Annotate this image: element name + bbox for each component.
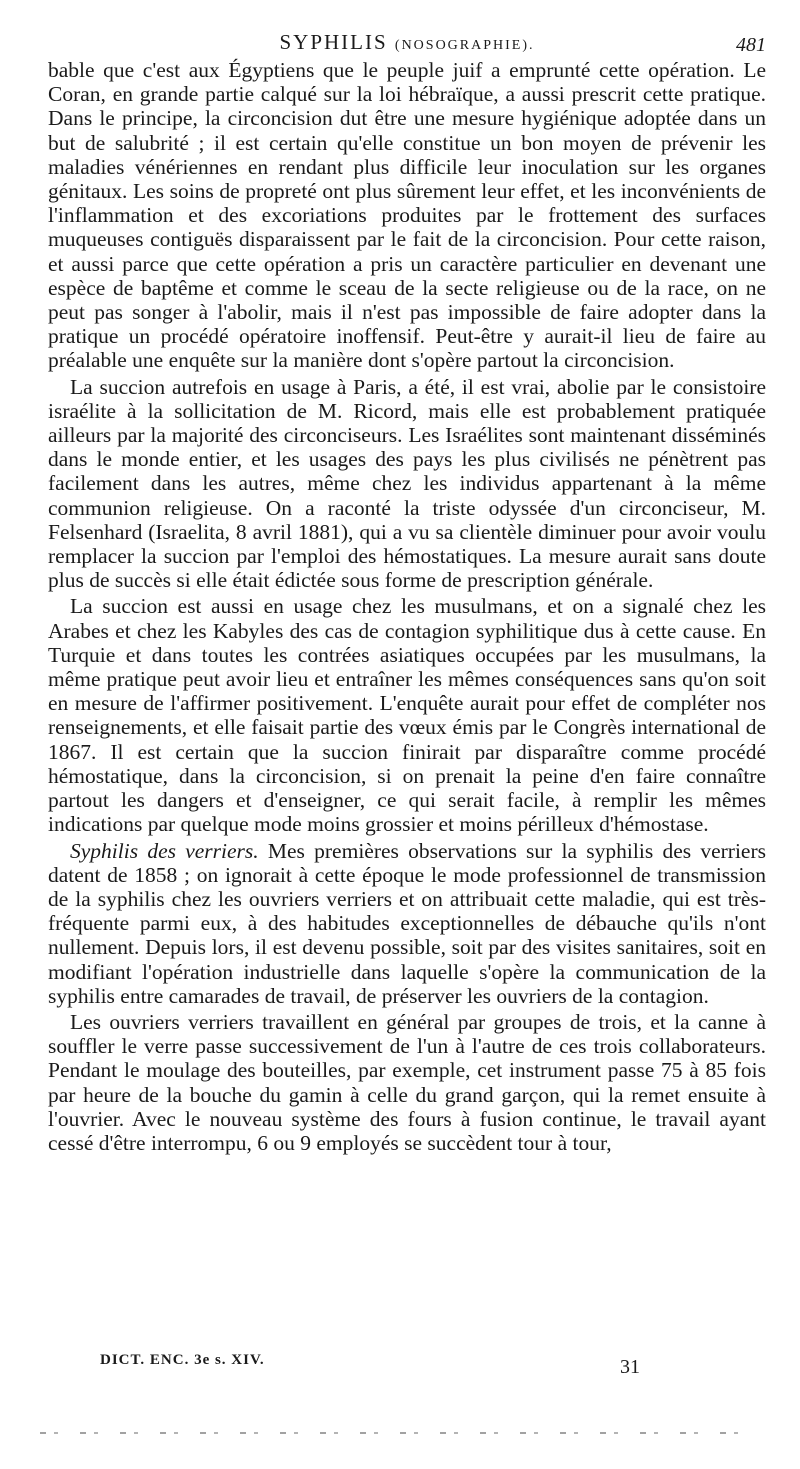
running-title-sub: (NOSOGRAPHIE). [394,38,535,53]
signature-number: 31 [620,1356,640,1378]
paragraph-text: Mes premières observations sur la syphilis des verriers datent de 1858 ; on ignorait à cette époque le mode professionnel de transmission de la syphilis chez les ouvriers verriers et on attribuait cette maladie, qui est très-fréquente parmi eux, à des habitudes exceptionnelles de débauche qu'ils n'ont nullement. Depuis lors, il est devenu possible, soit par des visites sanitaires, soit en modifiant l'opération industrielle dans laquelle s'opère la communication de la syphilis entre camarades de travail, de préserver les ouvriers de la contagion. [48,838,766,1008]
page-footer [100,1352,680,1392]
scan-artifact-line [40,1432,760,1434]
running-title-main: SYPHILIS [279,30,388,54]
running-title [48,30,766,55]
paragraph-with-heading [48,839,766,1008]
running-header [48,30,766,60]
printer-signature: DICT. ENC. 3e s. XIV. [100,1352,265,1368]
paragraph: Les ouvriers verriers travaillent en général par groupes de trois, et la canne à souffler le verre passe successivement de l'un à l'autre de ces trois collaborateurs. Pendant le moulage des bouteilles, par exemple, cet instrument passe 75 à 85 fois par heure de la bouche du gamin à celle du grand garçon, qui la remet ensuite à l'ouvrier. Avec le nouveau système des fours à fusion continue, le travail ayant cessé d'être interrompu, 6 ou 9 employés se succèdent tour à tour, [48,1009,766,1155]
body-text [48,58,766,1157]
paragraph: La succion autrefois en usage à Paris, a été, il est vrai, abolie par le consistoire israélite à la sollicitation de M. Ricord, mais elle est probablement pratiquée ailleurs par la majorité des circonciseurs. Les Israélites sont maintenant disséminés dans le monde entier, et les usages des pays les plus civilisés ne pénètrent pas facilement dans les autres, même chez les individus appartenant à la même communion religieuse. On a raconté la triste odyssée d'un circonciseur, M. Felsenhard (Israelita, 8 avril 1881), qui a vu sa clientèle diminuer pour avoir voulu remplacer la succion par l'emploi des hémostatiques. La mesure aurait sans doute plus de succès si elle était édictée sous forme de prescription générale. [48,374,766,593]
page-number: 481 [736,34,766,56]
paragraph: bable que c'est aux Égyptiens que le peuple juif a emprunté cette opération. Le Coran, en grande partie calqué sur la loi hébraïque, a aussi prescrit cette pratique. Dans le principe, la circoncision dut être une mesure hygiénique adoptée dans un but de salubrité ; il est certain qu'elle constitue un bon moyen de prévenir les maladies vénériennes en rendant plus difficile leur inoculation sur les organes génitaux. Les soins de propreté ont plus sûrement leur effet, et les inconvénients de l'inflammation et des excoriations produites par le frottement des surfaces muqueuses contiguës disparaissent par le fait de la circoncision. Pour cette raison, et aussi parce que cette opération a pris un caractère particulier en devenant une espèce de baptême et comme le sceau de la secte religieuse ou de la race, on ne peut pas songer à l'abolir, mais il n'est pas impossible de faire adopter dans la pratique un procédé opératoire inoffensif. Peut-être y aurait-il lieu de faire au préalable une enquête sur la manière dont s'opère partout la circoncision. [48,58,766,373]
run-in-heading: Syphilis des verriers. [70,838,259,863]
paragraph: La succion est aussi en usage chez les musulmans, et on a signalé chez les Arabes et chez les Kabyles des cas de contagion syphilitique dus à cette cause. En Turquie et dans toutes les contrées asiatiques occupées par les musulmans, la même pratique peut avoir lieu et entraîner les mêmes conséquences sans qu'on soit en mesure de l'affirmer positivement. L'enquête aurait pour effet de compléter nos renseignements, et elle faisait partie des vœux émis par le Congrès international de 1867. Il est certain que la succion finirait par disparaître comme procédé hémostatique, dans la circoncision, si on prenait la peine d'en faire connaître partout les dangers et d'enseigner, ce qui serait facile, à remplir les mêmes indications par quelque mode moins grossier et moins périlleux d'hémostase. [48,594,766,837]
